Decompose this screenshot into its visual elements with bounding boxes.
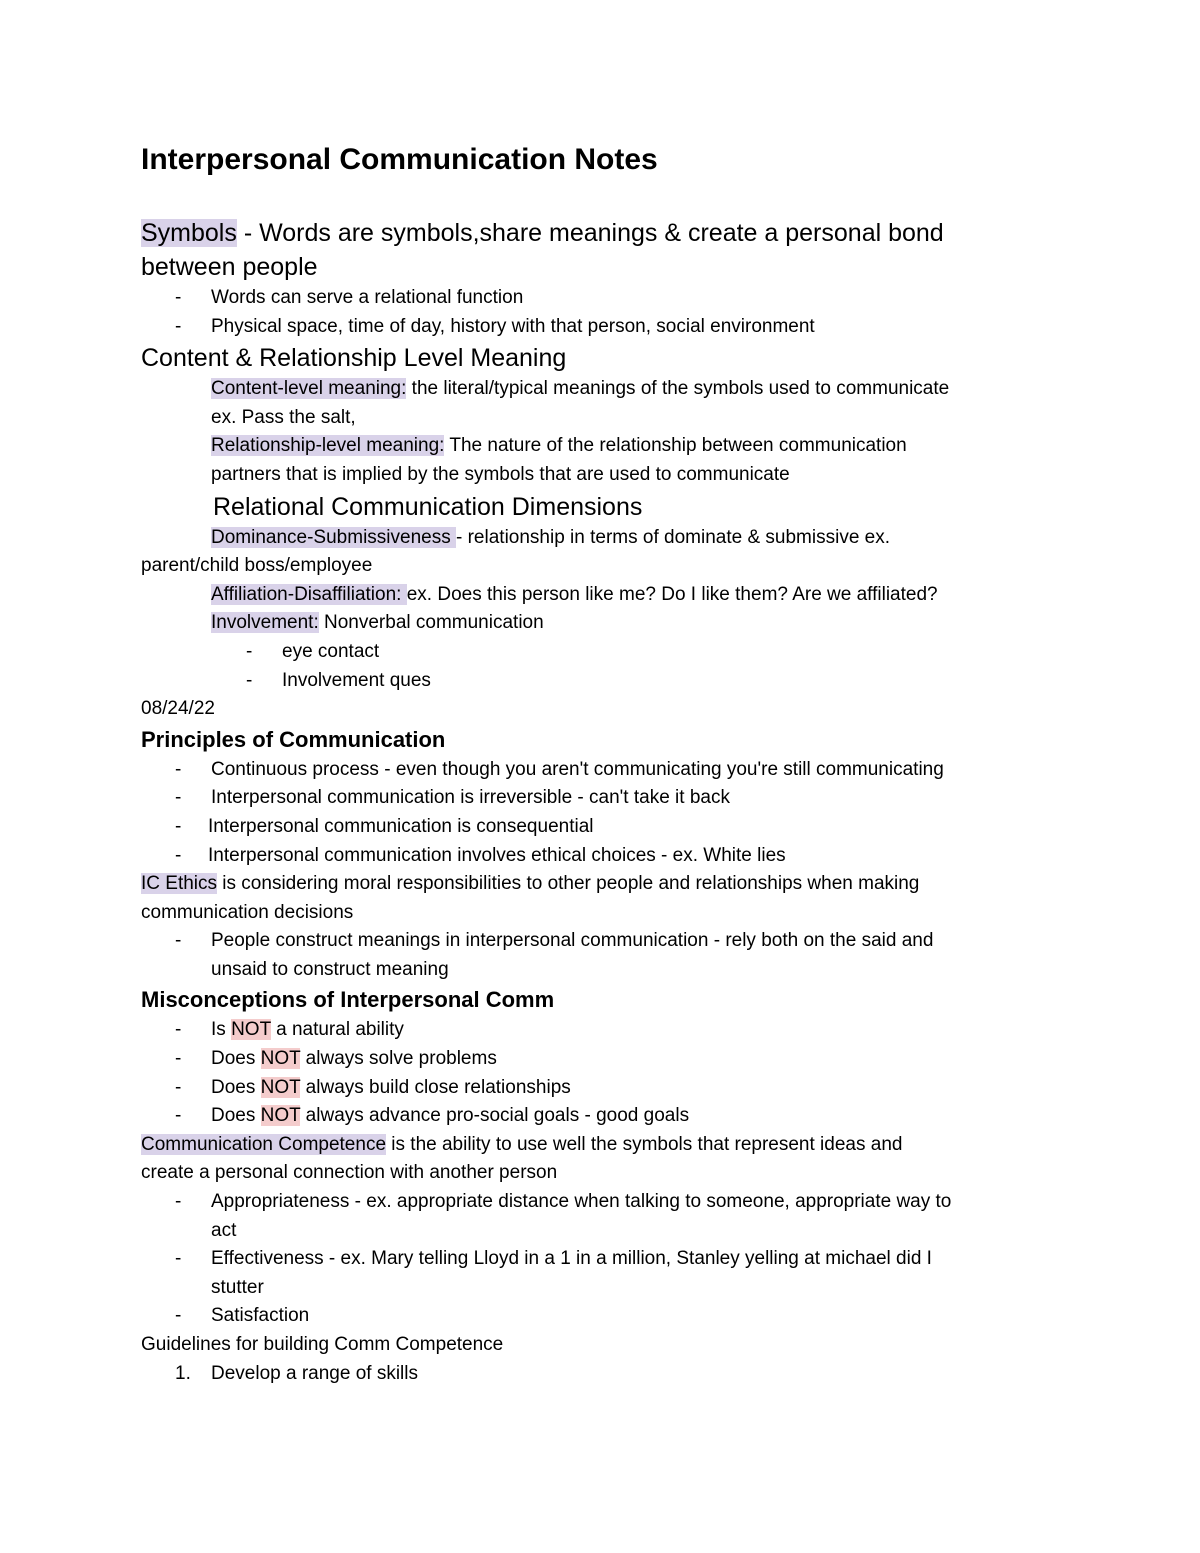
ic-ethics-line-cont: communication decisions: [141, 901, 354, 923]
list-item: - Satisfaction: [175, 1305, 310, 1327]
effectiveness-cont: stutter: [211, 1276, 264, 1298]
list-item: - Interpersonal communication involves ethical choices - ex. White lies: [175, 844, 786, 866]
relationship-level-term: Relationship-level meaning:: [211, 435, 445, 457]
list-item: - Words can serve a relational function: [175, 287, 524, 308]
competence-line: Communication Competence is the ability to use well the symbols that represent ideas and: [141, 1133, 903, 1155]
principles-list: [141, 756, 1061, 870]
involvement-line: Involvement: Nonverbal communication: [211, 612, 544, 634]
list-item: - Physical space, time of day, history with that person, social environment: [175, 315, 815, 337]
construct-list: [141, 927, 1061, 956]
affiliation-term: Affiliation-Disaffiliation:: [211, 583, 407, 605]
involvement-term: Involvement:: [211, 612, 319, 634]
page-title: Interpersonal Communication Notes: [141, 143, 658, 176]
principles-heading: Principles of Communication: [141, 726, 446, 752]
construct-line-cont: unsaid to construct meaning: [211, 958, 449, 980]
competence-line-cont: create a personal connection with another person: [141, 1162, 558, 1184]
list-item: - Continuous process - even though you aren't communicating you're still communicating: [175, 758, 944, 780]
list-item: - Interpersonal communication is irreversible - can't take it back: [175, 787, 730, 809]
list-item: - Interpersonal communication is consequential: [175, 815, 594, 837]
dominance-line: Dominance-Submissiveness - relationship in terms of dominate & submissive ex.: [211, 526, 891, 548]
list-item: - Does NOT always build close relationships: [175, 1076, 571, 1098]
content-level-example: ex. Pass the salt,: [211, 406, 356, 428]
document-body: [141, 140, 1061, 1388]
ic-ethics-line: IC Ethics is considering moral responsibilities to other people and relationships when making: [141, 873, 920, 895]
list-item: 1. Develop a range of skills: [175, 1362, 418, 1384]
list-item: - Is NOT a natural ability: [175, 1019, 404, 1041]
competence-term: Communication Competence: [141, 1133, 387, 1155]
ic-ethics-term: IC Ethics: [141, 873, 218, 895]
content-relationship-heading: Content & Relationship Level Meaning: [141, 344, 567, 373]
misconceptions-list: [141, 1016, 1061, 1130]
misconceptions-heading: Misconceptions of Interpersonal Comm: [141, 987, 555, 1013]
date-stamp: 08/24/22: [141, 698, 215, 720]
list-item: - Involvement ques: [246, 669, 431, 691]
not-highlight: NOT: [260, 1048, 301, 1070]
list-item: - Appropriateness - ex. appropriate distance when talking to someone, appropriate way to: [175, 1191, 952, 1213]
guidelines-heading: Guidelines for building Comm Competence: [141, 1334, 504, 1355]
content-level-term: Content-level meaning:: [211, 378, 407, 400]
symbols-definition-cont: between people: [141, 253, 318, 281]
involvement-list: [141, 638, 1061, 695]
competence-list-2: [141, 1245, 1061, 1274]
list-item: - People construct meanings in interpersonal communication - rely both on the said and: [175, 930, 934, 952]
symbols-term: Symbols: [141, 219, 237, 247]
list-item: - Effectiveness - ex. Mary telling Lloyd in a 1 in a million, Stanley yelling at michael did I: [175, 1248, 932, 1270]
not-highlight: NOT: [231, 1019, 271, 1041]
list-item: - Does NOT always solve problems: [175, 1048, 497, 1070]
affiliation-line: Affiliation-Disaffiliation: ex. Does this person like me? Do I like them? Are we affiliated?: [211, 583, 938, 605]
symbols-definition: - Words are symbols,share meanings & create a personal bond: [236, 219, 944, 247]
dominance-term: Dominance-Submissiveness: [211, 526, 456, 548]
symbols-list: [141, 284, 1061, 341]
not-highlight: NOT: [260, 1105, 301, 1127]
not-highlight: NOT: [260, 1076, 301, 1098]
relationship-level-meaning: Relationship-level meaning: The nature of the relationship between communication: [211, 435, 907, 457]
competence-list-3: [141, 1302, 1061, 1331]
appropriateness-cont: act: [211, 1219, 237, 1241]
content-level-meaning: Content-level meaning: the literal/typical meanings of the symbols used to communicate: [211, 378, 950, 400]
relationship-level-cont: partners that is implied by the symbols that are used to communicate: [211, 463, 790, 485]
guidelines-list: [141, 1360, 1061, 1389]
symbols-heading: [141, 216, 1061, 250]
competence-list: [141, 1188, 1061, 1217]
dominance-line-cont: parent/child boss/employee: [141, 555, 373, 577]
dimensions-heading: Relational Communication Dimensions: [213, 492, 643, 521]
list-item: - eye contact: [246, 640, 380, 662]
list-item: - Does NOT always advance pro-social goals - good goals: [175, 1105, 690, 1127]
